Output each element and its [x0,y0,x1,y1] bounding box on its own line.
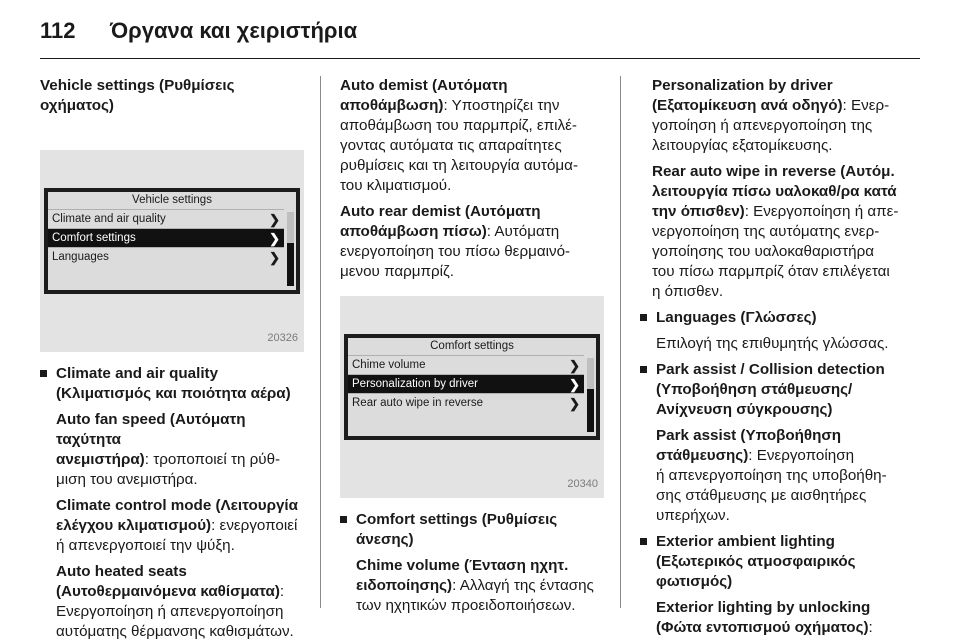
comfort-settings-figure [340,296,604,498]
item-chime-volume: Chime volume (Ένταση ηχητ. ειδοποίησης): Αλλαγή της έντασης των ηχητικών προειδοποιήσεων. [356,557,594,614]
item-climate-mode: Climate control mode (Λειτουργία ελέγχου κλιματισμού): ενεργοποιεί ή απενεργοποιεί την ψύξη. [56,497,298,554]
menu-item-climate[interactable]: Climate and air quality ❯ [48,209,284,228]
display-screen [344,334,600,440]
scroll-thumb[interactable] [287,243,294,286]
item-heated-seats: Auto heated seats (Αυτοθερμαινόμενα καθίσματα): Ενεργοποίηση ή απενεργοποίηση αυτόματης θέρμανσης καθισμάτων. [56,563,294,640]
menu-item-rear-wipe[interactable]: Rear auto wipe in reverse ❯ [348,393,584,412]
figure-number: 20326 [267,332,298,344]
screen-title: Vehicle settings [132,194,212,206]
menu-item-chime[interactable]: Chime volume ❯ [348,355,584,374]
bullet-ambient-lighting: Exterior ambient lighting (Εξωτερικός ατμοσφαιρικός φωτισμός) [640,532,912,592]
item-personalization: Personalization by driver (Εξατομίκευση ανά οδηγό): Ενερ- γοποίηση ή απενεργοποίηση της λειτουργίας εξατομίκευσης. [652,77,890,154]
page-title: Όργανα και χειριστήρια [110,18,358,43]
figure-number: 20340 [567,478,598,490]
scrollbar[interactable] [587,358,594,432]
column-2 [340,76,604,616]
item-rear-wipe: Rear auto wipe in reverse (Αυτόμ. λειτουργία πίσω υαλοκαθ/ρα κατά την όπισθεν): Ενεργοποίηση ή απε- νεργοποίηση της αυτόματης ενερ- γοποίησης του υαλοκαθαριστήρα του πίσω παρμπρίζ όταν επιλέγεται η όπισθεν. [652,163,899,300]
item-exterior-unlock: Exterior lighting by unlocking (Φώτα εντοπισμού οχήματος): [656,599,873,636]
menu-item-languages[interactable]: Languages ❯ [48,247,284,266]
scroll-thumb[interactable] [587,389,594,432]
bullet-park-assist: Park assist / Collision detection (Υποβοήθηση στάθμευσης/ Ανίχνευση σύγκρουσης) [640,360,912,420]
page-header [40,18,357,50]
column-divider-1 [320,76,321,608]
display-screen [44,188,300,294]
screen-title: Comfort settings [430,340,514,352]
column-1 [40,76,304,642]
chevron-right-icon: ❯ [269,250,280,265]
bullet-comfort: Comfort settings (Ρυθμίσεις άνεσης) [340,510,604,550]
menu-item-personalization[interactable]: Personalization by driver ❯ [348,374,584,393]
item-park-assist: Park assist (Υποβοήθηση στάθμευσης): Ενεργοποίηση ή απενεργοποίηση της υποβοήθη- σης στάθμευσης με αισθητήρες υπερήχων. [656,427,887,524]
chevron-right-icon: ❯ [569,377,580,392]
item-rear-demist: Auto rear demist (Αυτόματη αποθάμβωση πίσω): Αυτόματη ενεργοποίηση του πίσω θερμαινό- μενου παρμπρίζ. [340,203,571,280]
item-auto-demist: Auto demist (Αυτόματη αποθάμβωση): Υποστηρίζει την αποθάμβωση του παρμπρίζ, επιλέ- γοντας αυτόματα τις απαραίτητες ρυθμίσεις και τη λειτουργία αυτόμα- του κλιματισμού. [340,77,579,194]
chevron-right-icon: ❯ [569,358,580,373]
header-divider [40,58,920,59]
menu-item-comfort[interactable]: Comfort settings ❯ [48,228,284,247]
chevron-right-icon: ❯ [269,212,280,227]
item-fan-speed: Auto fan speed (Αυτόματη ταχύτητα ανεμιστήρα): τροποποιεί τη ρύθ- μιση του ανεμιστήρα. [56,411,281,488]
vehicle-settings-figure [40,150,304,352]
column-3 [640,76,912,638]
chevron-right-icon: ❯ [569,396,580,411]
bullet-climate: Climate and air quality (Κλιματισμός και ποιότητα αέρα) [40,364,304,404]
section-heading: Vehicle settings (Ρυθμίσεις οχήματος) [40,77,235,114]
chevron-right-icon: ❯ [269,231,280,246]
scrollbar[interactable] [287,212,294,286]
bullet-languages: Languages (Γλώσσες) Επιλογή της επιθυμητής γλώσσας. [640,308,912,354]
page-number: 112 [40,18,76,43]
column-divider-2 [620,76,621,608]
